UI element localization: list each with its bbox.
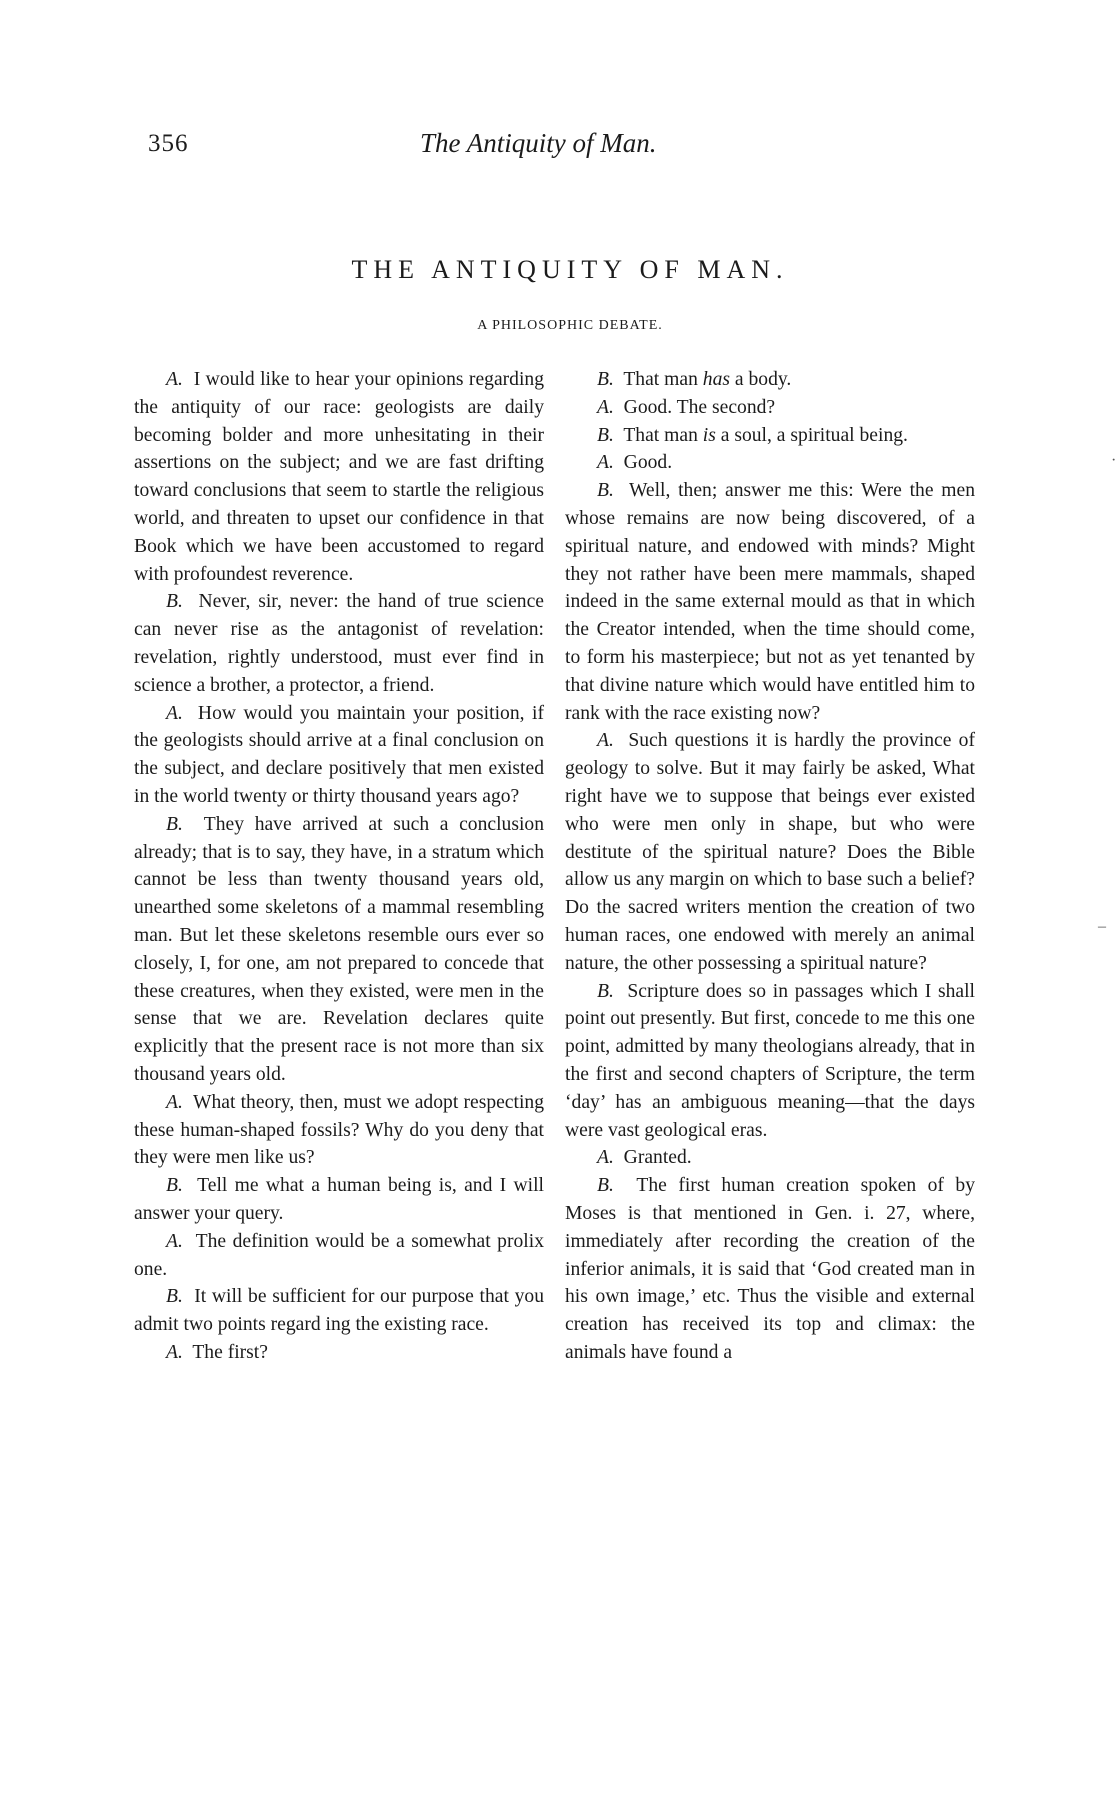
dialogue-paragraph	[565, 366, 975, 394]
running-title: The Antiquity of Man.	[420, 128, 657, 158]
left-column	[134, 366, 544, 1367]
paragraph-text: Granted.	[623, 1147, 692, 1169]
speaker-label: A.	[597, 396, 614, 418]
dialogue-paragraph	[565, 477, 975, 727]
paragraph-text: It will be sufficient for our purpose that you admit two points regard ing the existing race.	[134, 1286, 545, 1336]
speaker-label: B.	[597, 1175, 614, 1197]
paragraph-text: The first?	[192, 1341, 268, 1363]
speaker-label: A.	[166, 1091, 183, 1113]
paragraph-text: Good. The second?	[623, 396, 776, 418]
speaker-label: A.	[597, 1147, 614, 1169]
paragraph-text: That man	[623, 369, 703, 390]
dialogue-paragraph	[134, 1228, 544, 1284]
speaker-label: A.	[166, 1341, 183, 1363]
dialogue-paragraph	[565, 422, 975, 450]
emphasis-text: is	[702, 424, 716, 446]
dialogue-paragraph	[134, 1172, 544, 1228]
right-column	[565, 366, 975, 1367]
emphasis-text: has	[702, 369, 730, 390]
margin-dot: ·	[1111, 452, 1117, 469]
speaker-label: B.	[166, 1175, 183, 1197]
speaker-label: A.	[166, 702, 183, 724]
dialogue-paragraph	[134, 588, 544, 699]
speaker-label: B.	[597, 424, 614, 446]
dialogue-paragraph	[565, 1172, 975, 1367]
speaker-label: A.	[597, 452, 614, 474]
paragraph-text: The definition would be a somewhat prolix one.	[134, 1230, 544, 1280]
dialogue-paragraph	[134, 1089, 544, 1172]
dialogue-paragraph	[134, 1339, 544, 1367]
paragraph-text: The first human creation spoken of by Moses is that mentioned in Gen. i. 27, where, immediately after recording the creation of the inferior animals, it is said that ‘God created man in his own image,’ etc. Thus the visible and external creation has received its top and climax: the animals have found a	[565, 1175, 975, 1363]
paragraph-text: a soul, a spiritual being.	[715, 424, 908, 446]
dialogue-paragraph	[565, 394, 975, 422]
paragraph-text: Well, then; answer me this: Were the men whose remains are now being discovered, of a spiritual nature, and endowed with minds? Might they not rather have been mere mammals, shaped indeed in the same external mould as that in which the Creator intended, when the time should come, to form his masterpiece; but not as yet tenanted by that divine nature which would have entitled him to rank with the race existing now?	[565, 480, 975, 724]
dialogue-paragraph	[134, 1283, 544, 1339]
paragraph-text: Such questions it is hardly the province of geology to solve. But it may fairly be asked, What right have we to suppose that beings ever existed who were men only in shape, but who were destitute of the spiritual nature? Does the Bible allow us any margin on which to base such a belief? Do the sacred writers mention the creation of two human races, one endowed with merely an animal nature, the other possessing a spiritual nature?	[565, 730, 975, 974]
dialogue-paragraph	[134, 811, 544, 1089]
margin-dash: –	[1098, 918, 1106, 935]
paragraph-text: Never, sir, never: the hand of true science can never rise as the antagonist of revelation: revelation, rightly understood, must ever find in science a brother, a protector, a friend.	[134, 591, 544, 696]
speaker-label: A.	[166, 1230, 183, 1252]
dialogue-paragraph	[565, 449, 975, 477]
paragraph-text: They have arrived at such a conclusion already; that is to say, they have, in a stratum which cannot be less than twenty thousand years old, unearthed some skeletons of a mammal resembling man. But let these skeletons resemble ours ever so closely, I, for one, am not prepared to concede that these creatures, when they existed, were men in the sense that we are. Revelation declares quite explicitly that the present race is not more than six thousand years old.	[134, 813, 544, 1085]
speaker-label: B.	[166, 591, 183, 613]
paragraph-text: Scripture does so in passages which I shall point out presently. But first, concede to me this one point, admitted by many theologians already, that in the first and second chapters of Scripture, the term ‘day’ has an ambiguous meaning—that the days were vast geological eras.	[565, 980, 975, 1141]
paragraph-text: Tell me what a human being is, and I will answer your query.	[134, 1175, 544, 1224]
speaker-label: B.	[166, 1286, 183, 1308]
article-title: THE ANTIQUITY OF MAN.	[351, 255, 789, 284]
dialogue-paragraph	[565, 1144, 975, 1172]
speaker-label: A.	[166, 369, 183, 390]
speaker-label: B.	[597, 480, 614, 502]
dialogue-paragraph	[134, 700, 544, 811]
speaker-label: B.	[597, 369, 614, 390]
paragraph-text: I would like to hear your opinions regarding the antiquity of our race: geologists are daily becoming bolder and more unhesitating in their assertions on the subject; and we are fast drifting toward conclusions that seem to startle the religious world, and threaten to upset our confidence in that Book which we have been accustomed to regard with profoundest reverence.	[134, 369, 544, 585]
speaker-label: B.	[597, 980, 614, 1002]
article-subtitle: A PHILOSOPHIC DEBATE.	[477, 318, 663, 333]
dialogue-paragraph	[565, 978, 975, 1145]
dialogue-paragraph	[134, 366, 544, 588]
paragraph-text: Good.	[623, 452, 673, 474]
paragraph-text: How would you maintain your position, if the geologists should arrive at a final conclusion on the subject, and declare positively that men existed in the world twenty or thirty thousand years ago?	[134, 702, 544, 807]
dialogue-paragraph	[565, 727, 975, 977]
speaker-label: B.	[166, 813, 183, 835]
paragraph-text: What theory, then, must we adopt respecting these human-shaped fossils? Why do you deny that they were men like us?	[134, 1091, 544, 1169]
page-number: 356	[148, 130, 189, 157]
paragraph-text: That man	[623, 424, 703, 446]
paragraph-text: a body.	[730, 369, 792, 390]
speaker-label: A.	[597, 730, 614, 752]
